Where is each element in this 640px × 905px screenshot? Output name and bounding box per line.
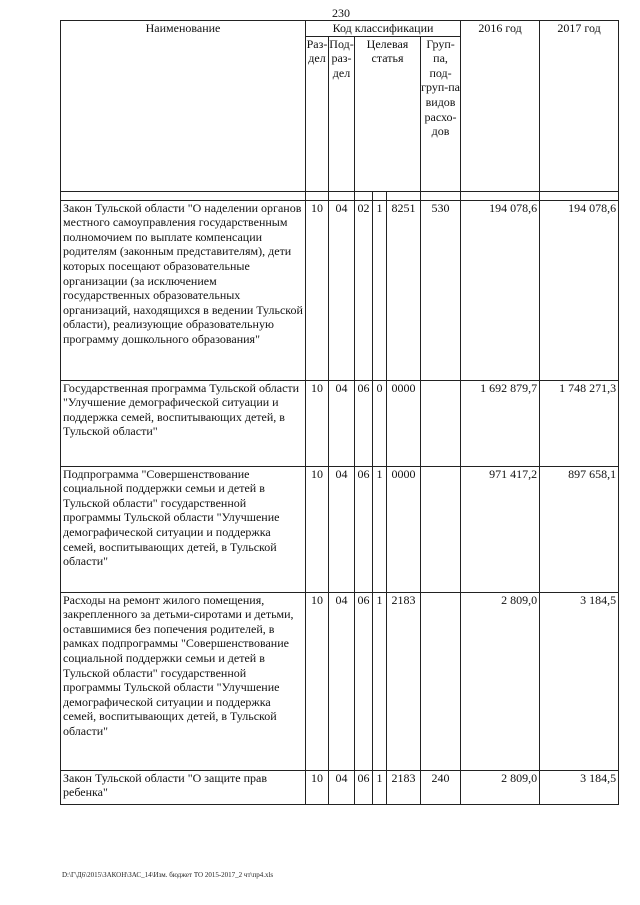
file-path-footer: D:\Г\Д6\2015\ЗАКОН\ЗАС_14\Изм. бюджет ТО 2015-2017_2 чт\пр4.xls: [62, 871, 274, 879]
row-amount-2017: 897 658,1: [540, 466, 619, 592]
table-row: [61, 592, 619, 770]
row-razdel: 10: [306, 770, 329, 804]
row-target-part3: 2183: [387, 770, 421, 804]
row-target-part3: 0000: [387, 380, 421, 466]
budget-table: [60, 20, 619, 805]
row-razdel: 10: [306, 200, 329, 380]
row-target-part2: 1: [373, 466, 387, 592]
row-podrazdel: 04: [329, 380, 355, 466]
table-row-spacer: [61, 191, 619, 200]
table-row: [61, 466, 619, 592]
row-razdel: 10: [306, 592, 329, 770]
row-target-part2: 1: [373, 770, 387, 804]
row-name: Государственная программа Тульской области "Улучшение демографической ситуации и поддержка семей, воспитывающих детей, в Тульской области": [61, 380, 306, 466]
row-expense-group: [421, 380, 461, 466]
row-name: Расходы на ремонт жилого помещения, закрепленного за детьми-сиротами и детьми, оставшимися без попечения родителей, в рамках подпрограммы "Совершенствование социальной поддержки семьи и детей в Тульской области" государственной программы Тульской области "Улучшение демографической ситуации и поддержка семей, воспитывающих детей, в Тульской области": [61, 592, 306, 770]
header-name: Наименование: [61, 21, 306, 192]
row-target-part1: 06: [355, 380, 373, 466]
table-row: [61, 380, 619, 466]
row-expense-group: [421, 592, 461, 770]
row-amount-2017: 3 184,5: [540, 770, 619, 804]
row-target-part1: 02: [355, 200, 373, 380]
row-podrazdel: 04: [329, 770, 355, 804]
row-expense-group: 530: [421, 200, 461, 380]
header-year-2017: 2017 год: [540, 21, 619, 192]
row-target-part1: 06: [355, 592, 373, 770]
row-podrazdel: 04: [329, 592, 355, 770]
table-row: [61, 770, 619, 804]
row-target-part1: 06: [355, 770, 373, 804]
header-razdel: Раз-дел: [306, 36, 329, 191]
row-target-part2: 0: [373, 380, 387, 466]
row-amount-2017: 1 748 271,3: [540, 380, 619, 466]
row-razdel: 10: [306, 466, 329, 592]
row-target-part3: 8251: [387, 200, 421, 380]
row-amount-2017: 3 184,5: [540, 592, 619, 770]
row-target-part2: 1: [373, 200, 387, 380]
header-podrazdel: Под-раз-дел: [329, 36, 355, 191]
row-amount-2017: 194 078,6: [540, 200, 619, 380]
row-amount-2016: 194 078,6: [461, 200, 540, 380]
row-amount-2016: 2 809,0: [461, 770, 540, 804]
row-target-part2: 1: [373, 592, 387, 770]
row-expense-group: [421, 466, 461, 592]
row-target-part3: 0000: [387, 466, 421, 592]
table-row: [61, 200, 619, 380]
row-name: Закон Тульской области "О защите прав ребенка": [61, 770, 306, 804]
row-podrazdel: 04: [329, 466, 355, 592]
row-target-part1: 06: [355, 466, 373, 592]
header-code-group: Код классификации: [306, 21, 461, 37]
row-name: Подпрограмма "Совершенствование социальной поддержки семьи и детей в Тульской области" государственной программы Тульской области "Улучшение демографической ситуации и поддержка семей, воспитывающих детей, в Тульской области": [61, 466, 306, 592]
row-name: Закон Тульской области "О наделении органов местного самоуправления государственным полномочием по выплате компенсации родителям (законным представителям), дети которых посещают образовательные организации (за исключением государственных образовательных организаций, находящихся в ведении Тульской области), реализующие образовательную программу дошкольного образования": [61, 200, 306, 380]
header-year-2016: 2016 год: [461, 21, 540, 192]
row-amount-2016: 1 692 879,7: [461, 380, 540, 466]
row-target-part3: 2183: [387, 592, 421, 770]
row-razdel: 10: [306, 380, 329, 466]
header-expense-group: Груп-па, под-груп-па видов расхо-дов: [421, 36, 461, 191]
row-amount-2016: 971 417,2: [461, 466, 540, 592]
row-amount-2016: 2 809,0: [461, 592, 540, 770]
row-podrazdel: 04: [329, 200, 355, 380]
page-number: 230: [332, 6, 350, 20]
header-target-article: Целевая статья: [355, 36, 421, 191]
row-expense-group: 240: [421, 770, 461, 804]
